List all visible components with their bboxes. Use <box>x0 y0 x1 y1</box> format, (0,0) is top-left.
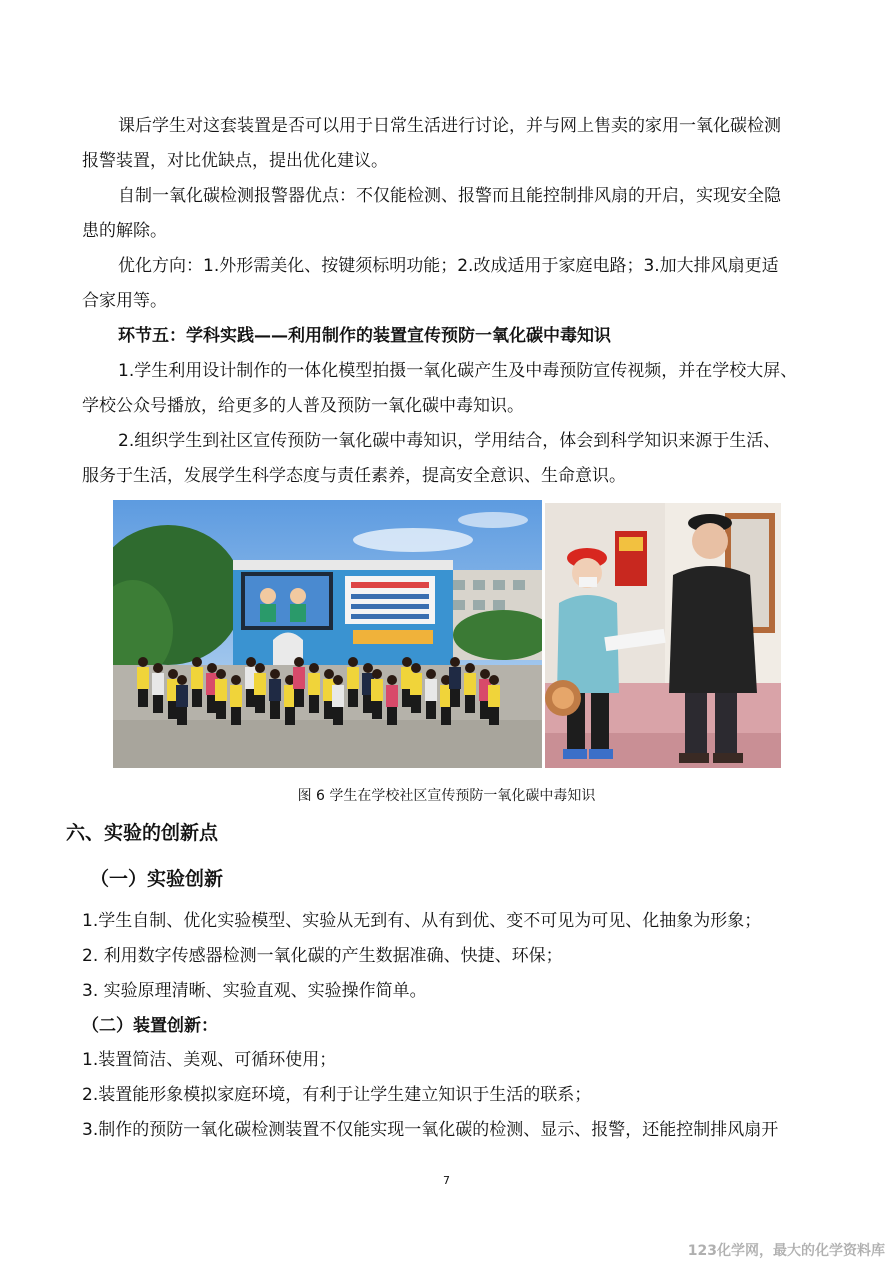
paragraph-line: 患的解除。 <box>82 221 167 241</box>
subsection-title: （一）实验创新 <box>90 868 224 890</box>
paragraph-line: 优化方向：1.外形需美化、按键须标明功能；2.改成适用于家庭电路；3.加大排风扇更适 <box>118 256 779 276</box>
paragraph-line: 1.学生利用设计制作的一体化模型拍摄一氧化碳产生及中毒预防宣传视频，并在学校大屏、 <box>118 361 798 381</box>
watermark: 123化学网，最大的化学资料库 <box>687 1243 885 1259</box>
section-heading: 环节五：学科实践——利用制作的装置宣传预防一氧化碳中毒知识 <box>118 326 611 346</box>
paragraph-line: 自制一氧化碳检测报警器优点：不仅能检测、报警而且能控制排风扇的开启，实现安全隐 <box>118 186 781 206</box>
list-item: 1.学生自制、优化实验模型、实验从无到有、从有到优、变不可见为可见、化抽象为形象； <box>82 911 762 931</box>
paragraph-line: 合家用等。 <box>82 291 167 311</box>
school-screen-photo <box>113 500 542 768</box>
figure-caption: 图 6 学生在学校社区宣传预防一氧化碳中毒知识 <box>297 788 596 804</box>
community-visit-photo <box>545 503 781 768</box>
list-item: 1.装置简洁、美观、可循环使用； <box>82 1050 337 1070</box>
section-title: 六、实验的创新点 <box>66 822 219 844</box>
page-number: 7 <box>443 1174 450 1187</box>
paragraph-line: 课后学生对这套装置是否可以用于日常生活进行讨论，并与网上售卖的家用一氧化碳检测 <box>118 116 781 136</box>
list-item: 2.装置能形象模拟家庭环境，有利于让学生建立知识于生活的联系； <box>82 1085 592 1105</box>
list-item: 3.制作的预防一氧化碳检测装置不仅能实现一氧化碳的检测、显示、报警，还能控制排风扇开 <box>82 1120 779 1140</box>
paragraph-line: 服务于生活，发展学生科学态度与责任素养，提高安全意识、生命意识。 <box>82 466 626 486</box>
subsection-title: （二）装置创新： <box>82 1016 218 1036</box>
paragraph-line: 2.组织学生到社区宣传预防一氧化碳中毒知识，学用结合，体会到科学知识来源于生活、 <box>118 431 781 451</box>
paragraph-line: 学校公众号播放，给更多的人普及预防一氧化碳中毒知识。 <box>82 396 524 416</box>
list-item: 2. 利用数字传感器检测一氧化碳的产生数据准确、快捷、环保； <box>82 946 563 966</box>
paragraph-line: 报警装置，对比优缺点，提出优化建议。 <box>82 151 388 171</box>
list-item: 3. 实验原理清晰、实验直观、实验操作简单。 <box>82 981 427 1001</box>
